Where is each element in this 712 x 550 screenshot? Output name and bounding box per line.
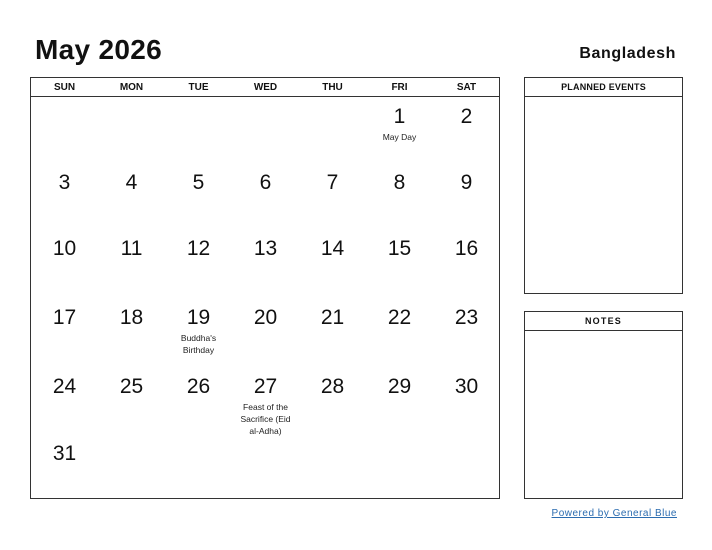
day-number: 16: [454, 237, 479, 260]
day-cell: [433, 375, 500, 399]
day-cell: [31, 237, 98, 261]
day-cell: [433, 306, 500, 330]
notes-panel: [524, 311, 683, 499]
day-cell: [165, 237, 232, 261]
day-cell: [165, 171, 232, 195]
day-number: 20: [253, 306, 278, 329]
day-number: 29: [387, 375, 412, 398]
day-number: 8: [393, 171, 406, 194]
day-cell: [366, 171, 433, 195]
day-cell: [98, 237, 165, 261]
day-number: 1: [393, 105, 406, 128]
weekday-tue: TUE: [188, 82, 209, 93]
weekday-fri: FRI: [391, 82, 408, 93]
day-cell: [232, 306, 299, 330]
day-cell: [31, 171, 98, 195]
weekday-mon: MON: [119, 82, 144, 93]
day-cell: [299, 237, 366, 261]
day-number: 5: [192, 171, 205, 194]
day-number: 23: [454, 306, 479, 329]
day-number: 25: [119, 375, 144, 398]
holiday-label: Feast of the Sacrifice (Eid al-Adha): [240, 402, 291, 436]
day-number: 30: [454, 375, 479, 398]
day-number: 9: [460, 171, 473, 194]
weekday-header: [31, 78, 499, 97]
day-number: 17: [52, 306, 77, 329]
day-number: 3: [58, 171, 71, 194]
day-number: 18: [119, 306, 144, 329]
day-cell: [31, 306, 98, 330]
day-cell: [165, 375, 232, 399]
day-number: 24: [52, 375, 77, 398]
day-number: 12: [186, 237, 211, 260]
day-number: 4: [125, 171, 138, 194]
day-number: 27: [253, 375, 278, 398]
day-cell: [299, 171, 366, 195]
day-cell: [31, 375, 98, 399]
day-number: 28: [320, 375, 345, 398]
day-cell: [98, 375, 165, 399]
day-number: 21: [320, 306, 345, 329]
day-number: 22: [387, 306, 412, 329]
day-number: 19: [186, 306, 211, 329]
day-number: 11: [120, 237, 143, 260]
day-cell: [232, 171, 299, 195]
day-cell: [232, 375, 299, 437]
day-number: 10: [52, 237, 77, 260]
day-cell: [433, 171, 500, 195]
day-number: 14: [320, 237, 345, 260]
weekday-sat: SAT: [456, 82, 477, 93]
day-number: 2: [460, 105, 473, 128]
day-number: 13: [253, 237, 278, 260]
planned-events-heading: PLANNED EVENTS: [525, 78, 682, 97]
day-cell: [31, 442, 98, 466]
calendar-title: May 2026: [35, 34, 162, 65]
day-cell: [433, 105, 500, 129]
day-number: 31: [52, 442, 77, 465]
day-cell: [366, 105, 433, 143]
weekday-wed: WED: [253, 82, 278, 93]
day-number: 6: [259, 171, 272, 194]
calendar-grid: [30, 77, 500, 499]
day-cell: [299, 306, 366, 330]
holiday-label: May Day: [382, 132, 417, 142]
day-cell: [165, 306, 232, 356]
weekday-thu: THU: [322, 82, 343, 93]
day-cell: [366, 306, 433, 330]
day-cell: [433, 237, 500, 261]
notes-heading: NOTES: [525, 312, 682, 331]
day-cell: [232, 237, 299, 261]
day-number: 15: [387, 237, 412, 260]
day-cell: [366, 237, 433, 261]
country-label: Bangladesh: [579, 45, 676, 62]
day-cell: [366, 375, 433, 399]
day-cell: [299, 375, 366, 399]
day-number: 26: [186, 375, 211, 398]
powered-by-link[interactable]: Powered by General Blue: [551, 508, 677, 519]
planned-events-panel: [524, 77, 683, 294]
day-number: 7: [326, 171, 339, 194]
day-cell: [98, 171, 165, 195]
weekday-sun: SUN: [53, 82, 76, 93]
day-cell: [98, 306, 165, 330]
holiday-label: Buddha's Birthday: [180, 333, 217, 355]
